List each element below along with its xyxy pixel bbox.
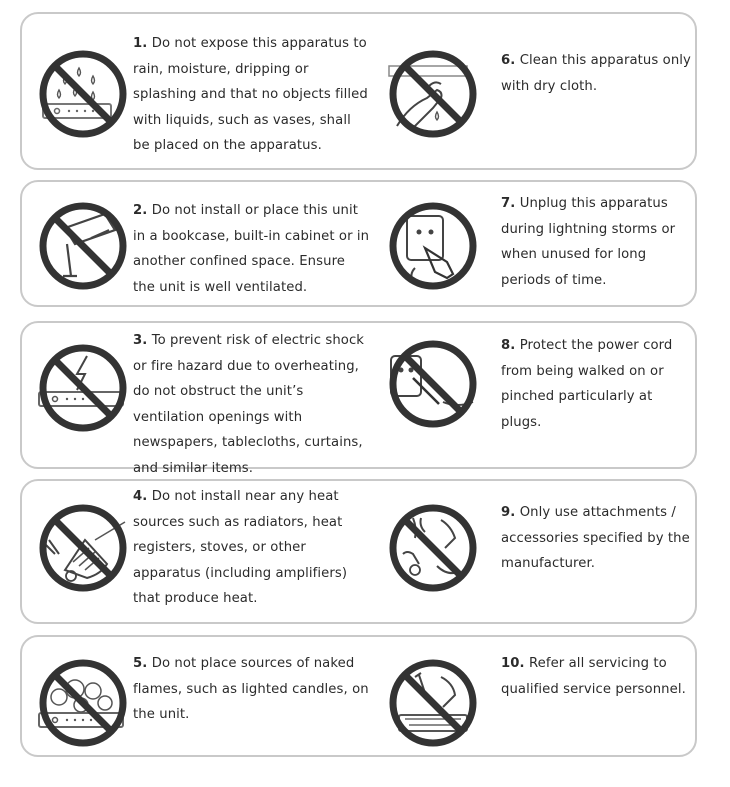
item-text-3 [133,328,371,481]
no-naked-flame-icon [35,655,131,751]
item-number-7: 7. [501,196,516,211]
no-electric-shock-icon [35,340,131,436]
no-self-service-icon [385,655,481,751]
item-text-6 [501,48,691,99]
item-text-5 [133,651,371,728]
item-number-8: 8. [501,338,516,353]
item-description-6: Clean this apparatus only with dry cloth. [501,53,691,94]
item-number-6: 6. [501,53,516,68]
item-description-5: Do not place sources of naked flames, such as lighted candles, on the unit. [133,656,369,722]
item-description-4: Do not install near any heat sources such as radiators, heat registers, stoves, or other apparatus (including amplifiers) that produce heat. [133,489,348,606]
no-heat-source-icon [35,500,131,596]
item-description-1: Do not expose this apparatus to rain, moisture, dripping or splashing and that no objects filled with liquids, such as vases, shall be placed on the apparatus. [133,36,368,153]
item-number-3: 3. [133,333,148,348]
item-description-9: Only use attachments / accessories specified by the manufacturer. [501,505,690,571]
item-number-1: 1. [133,36,148,51]
item-description-8: Protect the power cord from being walked on or pinched particularly at plugs. [501,338,673,430]
item-text-2 [133,198,371,300]
item-description-7: Unplug this apparatus during lightning storms or when unused for long periods of time. [501,196,676,288]
protect-cord-icon [385,336,481,432]
item-number-2: 2. [133,203,148,218]
item-description-2: Do not install or place this unit in a bookcase, built-in cabinet or in another confined space. Ensure the unit is well ventilated. [133,203,370,295]
item-description-3: To prevent risk of electric shock or fire hazard due to overheating, do not obstruct the unit’s ventilation openings with newspapers, tablecloths, curtains, and similar items. [133,333,365,476]
item-text-9 [501,500,691,577]
item-number-5: 5. [133,656,148,671]
unplug-icon [385,198,481,294]
item-text-1 [133,31,371,159]
item-number-9: 9. [501,505,516,520]
item-text-10 [501,651,693,702]
item-text-4 [133,484,371,612]
item-number-4: 4. [133,489,148,504]
no-unauthorized-accessories-icon [385,500,481,596]
item-description-10: Refer all servicing to qualified service personnel. [501,656,686,697]
item-number-10: 10. [501,656,525,671]
no-wet-cleaning-icon [385,46,481,142]
item-text-7 [501,191,691,293]
no-confined-space-icon [35,198,131,294]
item-text-8 [501,333,691,435]
no-water-icon [35,46,131,142]
